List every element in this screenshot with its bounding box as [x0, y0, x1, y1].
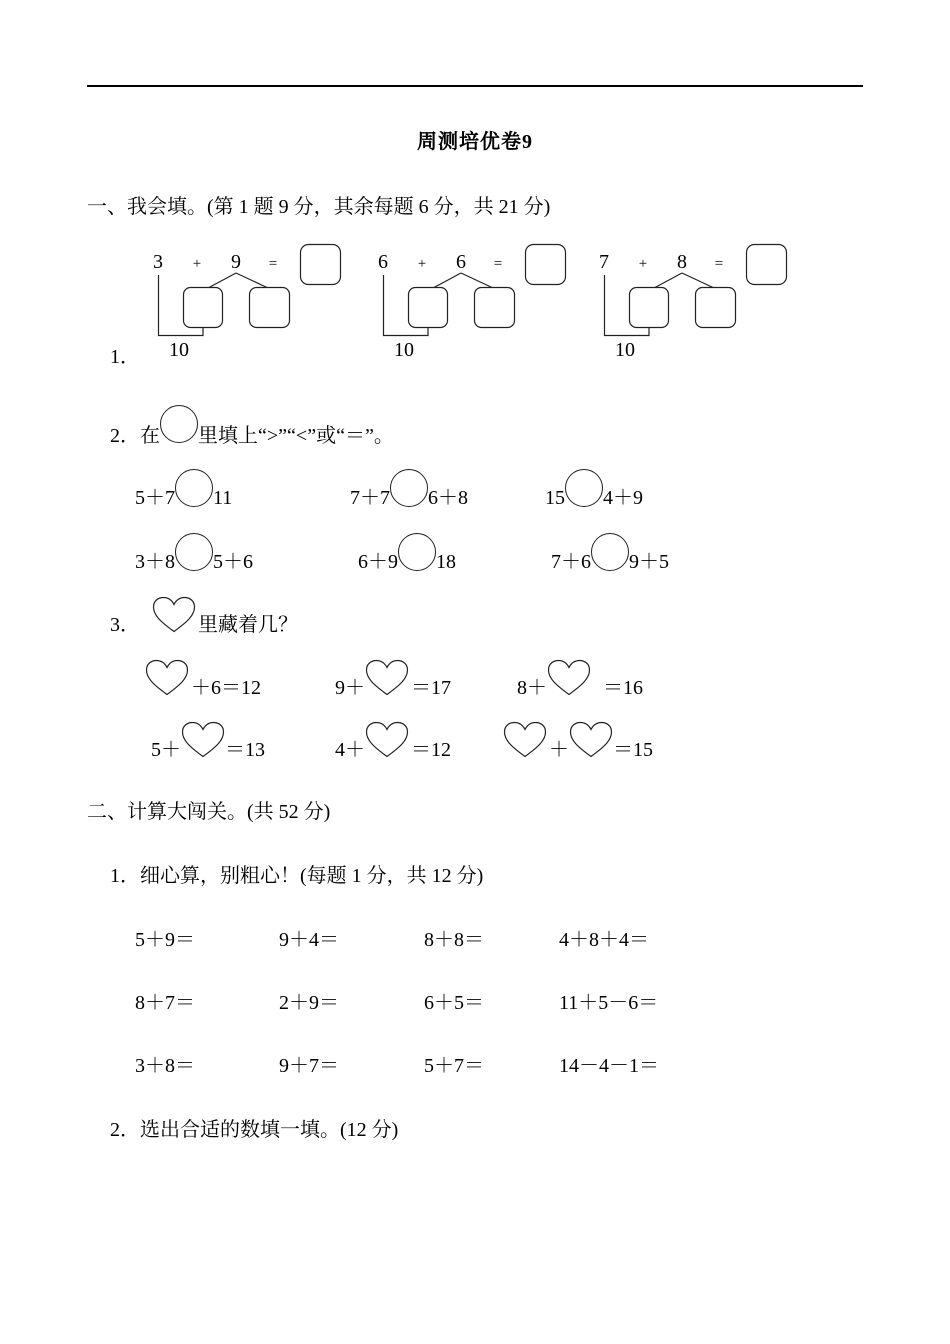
- equation-after: ＋6＝12: [191, 677, 261, 699]
- make-ten-diagram-3: [591, 238, 791, 363]
- q2-prompt: [110, 405, 394, 448]
- compare-left: 3＋8: [135, 551, 175, 573]
- calc-problem: 6＋5＝: [424, 992, 484, 1014]
- split-line-left: [434, 273, 461, 288]
- equation-before: 5＋: [151, 739, 181, 761]
- compare-item: [135, 469, 232, 510]
- compare-item: [545, 469, 643, 510]
- q3-prompt-prefix: 3．: [110, 614, 140, 636]
- section2-q2-prompt: 2．选出合适的数填一填。(12 分): [110, 1119, 399, 1141]
- equation-after: ＝17: [411, 677, 451, 699]
- q2-prompt-suffix: 里填上“>”“<”或“＝”。: [198, 425, 394, 447]
- blank-circle-icon: [160, 405, 198, 443]
- q3-prompt: [110, 596, 298, 637]
- heart-icon: [181, 721, 225, 758]
- top-rule: [87, 85, 863, 87]
- compare-right: 4＋9: [603, 487, 643, 509]
- page-title: 周测培优卷9: [417, 131, 533, 153]
- heart-icon: [503, 721, 547, 758]
- compare-item: [358, 533, 456, 574]
- compare-right: 9＋5: [629, 551, 669, 573]
- compare-left: 15: [545, 487, 565, 509]
- plus-sign: +: [417, 256, 427, 272]
- calc-problem: 2＋9＝: [279, 992, 339, 1014]
- blank-circle-icon: [591, 533, 629, 571]
- heart-icon: [145, 659, 189, 696]
- addend-b: 8: [677, 251, 687, 273]
- section1-heading: 一、我会填。(第 1 题 9 分，其余每题 6 分，共 21 分): [87, 196, 551, 218]
- compare-left: 6＋9: [358, 551, 398, 573]
- compare-left: 5＋7: [135, 487, 175, 509]
- ten-label: 10: [394, 339, 414, 361]
- section2-heading: 二、计算大闯关。(共 52 分): [87, 801, 331, 823]
- calc-problem: 14－4－1＝: [559, 1055, 659, 1077]
- heart-icon: [365, 721, 409, 758]
- q2-prompt-prefix: 2．在: [110, 425, 160, 447]
- equation-before: 4＋: [335, 739, 365, 761]
- compare-right: 18: [436, 551, 456, 573]
- calc-problem: 5＋7＝: [424, 1055, 484, 1077]
- compare-right: 11: [213, 487, 233, 509]
- equation-after: ＝16: [603, 677, 643, 699]
- addend-b: 9: [231, 251, 241, 273]
- ten-label: 10: [169, 339, 189, 361]
- heart-equation: [335, 721, 451, 762]
- equation-before: 9＋: [335, 677, 365, 699]
- calc-problem: 8＋7＝: [135, 992, 195, 1014]
- blank-circle-icon: [398, 533, 436, 571]
- q1-number: 1．: [110, 346, 140, 368]
- calc-problem: 9＋4＝: [279, 929, 339, 951]
- split-box-right: [475, 288, 515, 328]
- heart-equation: [335, 659, 451, 700]
- split-line-left: [655, 273, 682, 288]
- heart-equation: [151, 721, 265, 762]
- split-box-right: [696, 288, 736, 328]
- q3-prompt-suffix: 里藏着几？: [198, 614, 298, 636]
- calc-problem: 4＋8＋4＝: [559, 929, 649, 951]
- split-line-right: [682, 273, 713, 288]
- compare-right: 6＋8: [428, 487, 468, 509]
- heart-icon: [569, 721, 613, 758]
- split-box-right: [250, 288, 290, 328]
- split-line-right: [461, 273, 492, 288]
- calc-problem: 3＋8＝: [135, 1055, 195, 1077]
- equation-after: ＝13: [225, 739, 265, 761]
- plus-sign: +: [638, 256, 648, 272]
- heart-equation: [145, 659, 261, 700]
- split-box-left: [409, 288, 448, 328]
- plus-sign: +: [192, 256, 202, 272]
- calc-problem: 8＋8＝: [424, 929, 484, 951]
- compare-left: 7＋6: [551, 551, 591, 573]
- blank-circle-icon: [565, 469, 603, 507]
- heart-icon: [365, 659, 409, 696]
- heart-equation: [517, 659, 643, 700]
- addend-a: 7: [599, 251, 609, 273]
- heart-icon: [152, 596, 196, 633]
- bracket-line: [159, 275, 204, 336]
- answer-box: [526, 245, 566, 285]
- equals-sign: =: [493, 256, 503, 272]
- equation-middle: ＋: [549, 739, 569, 761]
- split-box-left: [630, 288, 669, 328]
- split-line-right: [236, 273, 267, 288]
- split-line-left: [209, 273, 236, 288]
- equation-before: 8＋: [517, 677, 547, 699]
- make-ten-diagram-1: [145, 238, 345, 363]
- heart-equation: [503, 721, 653, 762]
- equals-sign: =: [268, 256, 278, 272]
- equation-after: ＝15: [613, 739, 653, 761]
- answer-box: [747, 245, 787, 285]
- compare-right: 5＋6: [213, 551, 253, 573]
- blank-circle-icon: [175, 469, 213, 507]
- addend-a: 3: [153, 251, 163, 273]
- compare-item: [551, 533, 669, 574]
- bracket-line: [384, 275, 429, 336]
- compare-item: [350, 469, 468, 510]
- split-box-left: [184, 288, 223, 328]
- ten-label: 10: [615, 339, 635, 361]
- heart-icon: [547, 659, 591, 696]
- equals-sign: =: [714, 256, 724, 272]
- bracket-line: [605, 275, 650, 336]
- compare-item: [135, 533, 253, 574]
- equation-after: ＝12: [411, 739, 451, 761]
- answer-box: [301, 245, 341, 285]
- addend-b: 6: [456, 251, 466, 273]
- calc-problem: 11＋5－6＝: [559, 992, 659, 1014]
- make-ten-diagram-2: [370, 238, 570, 363]
- addend-a: 6: [378, 251, 388, 273]
- compare-left: 7＋7: [350, 487, 390, 509]
- blank-circle-icon: [390, 469, 428, 507]
- section2-q1-prompt: 1．细心算，别粗心！(每题 1 分，共 12 分): [110, 865, 484, 887]
- blank-circle-icon: [175, 533, 213, 571]
- calc-problem: 9＋7＝: [279, 1055, 339, 1077]
- calc-problem: 5＋9＝: [135, 929, 195, 951]
